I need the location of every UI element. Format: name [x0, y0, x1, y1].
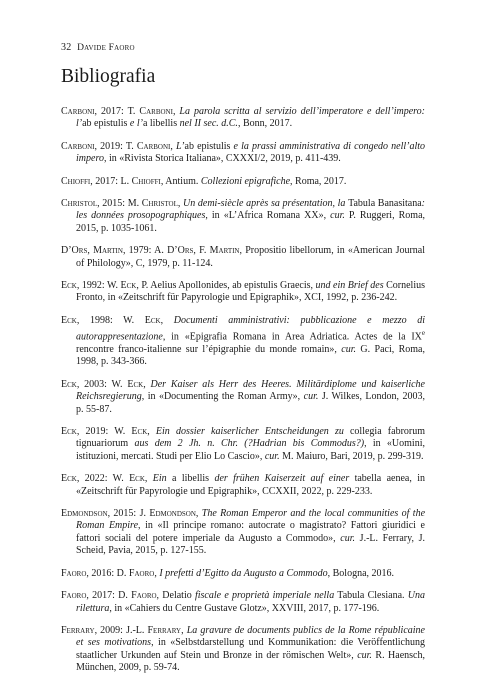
- entry-text: Documenti amministrativi: pubblicazione e mezzo di autorappresentazione: [76, 314, 426, 343]
- entry-text: der frühen Kaiserzeit auf einer: [214, 473, 350, 485]
- entry-text: , 2015: J.: [107, 508, 150, 520]
- entry-text: Christol: [61, 198, 98, 210]
- bibliography-entry: [61, 625, 425, 675]
- bibliography-entry: [61, 141, 425, 166]
- entry-text: R. Haensch, München, 2009, p. 59-74.: [76, 649, 425, 674]
- entry-text: Edmondson: [61, 508, 108, 520]
- entry-text: , 2017: D.: [86, 590, 132, 602]
- entry-text: a libellis: [142, 118, 180, 130]
- entry-text: ,: [177, 198, 184, 210]
- entry-text: G. Paci, Roma, 1998, p. 343-366.: [76, 344, 426, 368]
- entry-text: , 2022: W.: [76, 473, 130, 485]
- entry-text: Der Kaiser als Herr des Heeres. Militärdiplome und kaiserliche Reichsregierung: [76, 378, 425, 403]
- entry-text: Martin: [209, 245, 240, 257]
- entry-text: e la prassi amministrativa di congedo nell’alto impero: [76, 140, 426, 165]
- entry-text: , in «Documenting the Roman Army»,: [141, 391, 304, 403]
- entry-text: , 2009: J.-L.: [94, 624, 148, 636]
- entry-text: Ein dossier kaiserlicher Entscheidungen zu: [155, 426, 344, 438]
- entry-text: Chioffi: [131, 175, 161, 187]
- page-number: 32: [61, 42, 72, 53]
- bibliography-entry: [61, 379, 425, 416]
- entry-text: , in «Uomini, istituzioni, mercati. Studi per Elio Lo Cascio»,: [76, 438, 425, 462]
- entry-text: D’Ors: [167, 245, 194, 257]
- entry-text: , F.: [193, 245, 210, 257]
- entry-text: , 2019: T.: [94, 140, 137, 152]
- entry-text: , Delatio: [156, 590, 195, 602]
- entry-text: Ein: [152, 473, 167, 485]
- entry-text: I prefetti d’Egitto da Augusto a Commodo: [159, 567, 328, 579]
- entry-text: , in «L’Africa Romana XX»,: [205, 210, 331, 222]
- entry-text: cur.: [357, 649, 372, 661]
- bibliography-entry: [61, 508, 425, 558]
- entry-text: , Roma, 2017.: [290, 175, 347, 187]
- entry-text: D’Ors: [61, 245, 88, 257]
- entry-text: Ferrary: [61, 624, 95, 636]
- entry-text: , Bonn, 2017.: [237, 118, 293, 130]
- entry-text: The Roman Emperor and the local communities of the Roman Empire: [76, 508, 426, 532]
- entry-text: Chioffi: [61, 175, 91, 187]
- entry-text: Eck: [120, 280, 137, 292]
- entry-text: Martin: [93, 245, 123, 257]
- entry-text: , Bologna, 2016.: [327, 567, 395, 579]
- entry-text: cur.: [330, 210, 345, 222]
- entry-text: , 2016: D.: [86, 567, 129, 579]
- entry-text: Eck: [61, 473, 77, 485]
- entry-text: ,: [172, 106, 180, 117]
- entry-text: , in «Epigrafia Romana in Area Adriatica. Actes de la IX: [162, 331, 422, 343]
- entry-text: , in «Cahiers du Centre Gustave Glotz», XXVIII, 2017, p. 177-196.: [109, 602, 380, 614]
- bibliography-entry: [61, 245, 425, 270]
- entry-text: ,: [143, 378, 151, 390]
- entry-text: , 1998: W.: [76, 314, 145, 326]
- bibliography-entry: [61, 590, 425, 615]
- entry-text: Eck: [61, 280, 77, 292]
- entry-text: , 2003: W.: [76, 378, 128, 390]
- entry-text: Eck: [61, 314, 77, 326]
- entry-text: , in «Il principe romano: autocrate o magistrato? Fattori giuridici e fattori sociali del potere imperiale da Augusto a Commodo»,: [76, 520, 425, 544]
- entry-text: La parola scritta al servizio dell’imperatore e dell’impero: l’: [76, 106, 426, 130]
- entry-text: nel II sec. d.C.: [179, 118, 238, 130]
- entry-text: Ferrary: [147, 624, 182, 636]
- bibliography-entry: [61, 568, 425, 580]
- bibliography-entry: [61, 198, 425, 235]
- running-header: [61, 42, 135, 53]
- entry-text: , 2015: M.: [97, 198, 142, 210]
- entry-text: ,: [170, 140, 176, 152]
- entry-text: Eck: [127, 378, 144, 390]
- entry-text: ,: [154, 567, 160, 579]
- entry-text: Carboni: [61, 140, 95, 152]
- bibliography-entry: [61, 280, 425, 305]
- entry-text: Eck: [129, 473, 145, 485]
- entry-text: ,: [181, 624, 187, 636]
- entry-text: collegia fabrorum tignuariorum: [76, 426, 426, 450]
- entry-text: fiscale e proprietà imperiale nella: [194, 590, 335, 602]
- bibliography-entry: [61, 473, 425, 498]
- entry-text: ,: [87, 245, 94, 257]
- entry-text: J. Wilkes, London, 2003, p. 55-87.: [76, 391, 425, 415]
- bibliography-entry: [61, 106, 425, 131]
- entry-text: , Antium.: [160, 175, 201, 187]
- entry-text: Edmondson: [149, 508, 196, 520]
- bibliography-list: [61, 106, 425, 685]
- entry-text: M. Maiuro, Bari, 2019, p. 299-319.: [279, 450, 424, 462]
- entry-text: a libellis: [166, 473, 215, 485]
- entry-text: L’: [175, 140, 185, 152]
- entry-text: Eck: [61, 426, 77, 438]
- entry-text: Eck: [131, 426, 148, 438]
- entry-text: Tabula Banasitana: [348, 198, 422, 210]
- entry-text: Faoro: [131, 590, 157, 602]
- entry-text: ,: [144, 473, 153, 485]
- entry-text: La gravure de documents publics de la Rome républicaine et ses motivations: [76, 624, 425, 649]
- entry-text: , 2017: T.: [94, 106, 140, 117]
- bibliography-entry: [61, 176, 425, 188]
- entry-text: Christol: [141, 198, 178, 210]
- entry-text: e l’: [129, 118, 143, 130]
- section-title: Bibliografia: [61, 66, 156, 87]
- entry-text: aus dem 2 Jh. n. Chr. (?Hadrian bis Commodus?): [134, 438, 365, 450]
- entry-text: ab epistulis: [184, 140, 234, 152]
- entry-text: rencontre franco-italienne sur l’épigraphie du monde romain»,: [76, 344, 342, 356]
- entry-text: Cornelius Fronto, in «Zeitschrift für Papyrologie und Epigraphik», XCI, 1992, p. 236-242.: [76, 280, 425, 304]
- entry-text: Eck: [61, 378, 77, 390]
- entry-text: ab epistulis: [82, 118, 130, 130]
- entry-text: tabella aenea, in «Zeitschrift für Papyrologie und Epigraphik», CCXXII, 2022, p. 229-233.: [76, 473, 425, 497]
- entry-text: Eck: [144, 314, 161, 326]
- entry-text: Faoro: [128, 567, 155, 579]
- entry-text: P. Ruggeri, Roma, 2015, p. 1035-1061.: [76, 210, 426, 234]
- entry-text: , Propositio libellorum, in «American Journal of Philology», C, 1979, p. 11-124.: [76, 245, 426, 269]
- running-header-author: Davide Faoro: [77, 43, 135, 53]
- entry-text: , 2017: L.: [90, 175, 132, 187]
- entry-text: ,: [147, 426, 156, 438]
- bibliography-entry: [61, 426, 425, 463]
- bibliography-entry: [61, 315, 425, 369]
- entry-text: cur.: [303, 391, 319, 403]
- entry-text: J.-L. Ferrary, J. Scheid, Pavia, 2015, p. 127-155.: [76, 532, 425, 557]
- entry-text: e: [421, 329, 425, 338]
- entry-text: , P. Aelius Apollonides, ab epistulis Graecis,: [136, 280, 316, 292]
- entry-text: Collezioni epigrafiche: [200, 175, 291, 187]
- entry-text: : les données prosopographiques: [76, 198, 426, 222]
- entry-text: , 1992: W.: [76, 280, 121, 292]
- entry-text: , in «Selbstdarstellung und Kommunikation: die Veröffentlichung staatlicher Urkunden auf Stein und Bronze in der römischen Welt»,: [76, 637, 425, 661]
- entry-text: und ein Brief des: [315, 280, 384, 292]
- entry-text: Carboni: [136, 140, 171, 152]
- entry-text: Una rilettura: [76, 590, 425, 614]
- entry-text: Un demi-siècle après sa présentation, la: [183, 198, 349, 210]
- entry-text: cur.: [341, 344, 357, 356]
- entry-text: Tabula Clesiana.: [334, 590, 408, 602]
- entry-text: Faoro: [61, 590, 87, 602]
- entry-text: , in «Rivista Storica Italiana», CXXXI/2, 2019, p. 411-439.: [103, 153, 341, 165]
- entry-text: cur.: [264, 450, 280, 462]
- entry-text: ,: [160, 314, 174, 326]
- entry-text: ,: [195, 508, 202, 520]
- entry-text: , 2019: W.: [76, 426, 132, 438]
- entry-text: , 1979: A.: [122, 245, 168, 257]
- entry-text: Carboni: [61, 106, 95, 117]
- entry-text: Carboni: [139, 106, 173, 117]
- entry-text: cur.: [340, 532, 356, 544]
- entry-text: Faoro: [61, 567, 87, 579]
